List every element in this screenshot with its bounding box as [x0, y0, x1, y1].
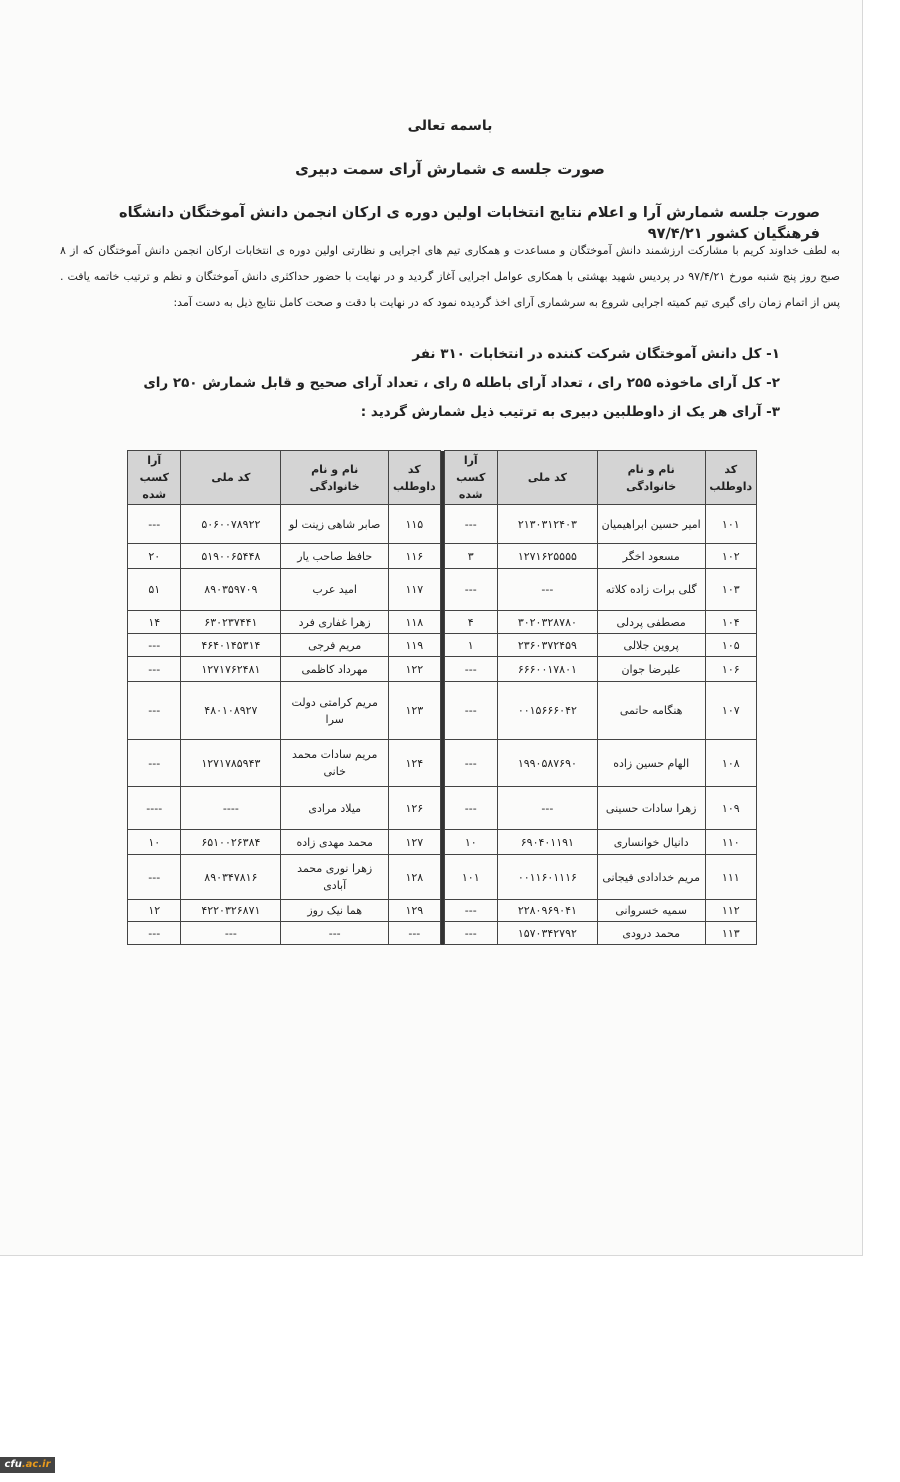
votes: ---	[128, 855, 181, 900]
national-code: ۰۰۱۵۶۶۶۰۴۲	[497, 682, 597, 740]
national-code: ۵۱۹۰۰۶۵۴۴۸	[181, 544, 281, 569]
candidate-code: ۱۱۵	[389, 505, 440, 544]
table-row	[128, 505, 757, 544]
candidate-code: ۱۱۸	[389, 611, 440, 634]
candidate-name: هنگامه حاتمی	[597, 682, 705, 740]
candidate-code: ۱۱۱	[705, 855, 756, 900]
candidate-name: هما نیک روز	[281, 900, 389, 922]
candidate-name: گلی برات زاده کلاته	[597, 569, 705, 611]
summary-item: ۳- آرای هر یک از داوطلبین دبیری به ترتیب ذیل شمارش گردید :	[360, 404, 780, 420]
candidate-name: علیرضا جوان	[597, 657, 705, 682]
votes: ---	[444, 900, 497, 922]
column-divider	[440, 544, 444, 569]
candidate-code: ۱۲۴	[389, 740, 440, 787]
candidate-name: زهرا نوری محمد آبادی	[281, 855, 389, 900]
candidate-name: امیر حسین ابراهیمیان	[597, 505, 705, 544]
votes: ---	[444, 922, 497, 945]
candidate-code: ---	[389, 922, 440, 945]
national-code: ۶۵۱۰۰۲۶۳۸۴	[181, 830, 281, 855]
table-row	[128, 855, 757, 900]
column-divider	[440, 682, 444, 740]
national-code: ۴۶۴۰۱۴۵۳۱۴	[181, 634, 281, 657]
votes-table	[127, 450, 757, 945]
column-divider	[440, 611, 444, 634]
table-row	[128, 922, 757, 945]
candidate-name: مریم فرجی	[281, 634, 389, 657]
votes: ---	[444, 505, 497, 544]
votes: ---	[444, 569, 497, 611]
column-divider	[440, 740, 444, 787]
national-code: ۴۸۰۱۰۸۹۲۷	[181, 682, 281, 740]
votes: ---	[128, 682, 181, 740]
column-divider	[440, 451, 444, 505]
site-logo: cfu.ac.ir	[0, 1457, 55, 1473]
votes: ۳	[444, 544, 497, 569]
candidate-code: ۱۰۹	[705, 787, 756, 830]
header-candidate-name: نام و نام خانوادگی	[281, 451, 389, 505]
candidate-code: ۱۱۹	[389, 634, 440, 657]
votes: ---	[444, 657, 497, 682]
national-code: ۱۹۹۰۵۸۷۶۹۰	[497, 740, 597, 787]
votes: ----	[128, 787, 181, 830]
header-candidate-name: نام و نام خانوادگی	[597, 451, 705, 505]
national-code: ۸۹۰۳۴۷۸۱۶	[181, 855, 281, 900]
candidate-name: مریم سادات محمد خانی	[281, 740, 389, 787]
candidate-name: سمیه خسروانی	[597, 900, 705, 922]
candidate-code: ۱۱۳	[705, 922, 756, 945]
candidate-code: ۱۲۲	[389, 657, 440, 682]
national-code: ۰۰۱۱۶۰۱۱۱۶	[497, 855, 597, 900]
candidate-code: ۱۲۷	[389, 830, 440, 855]
votes: ---	[444, 787, 497, 830]
candidate-name: مصطفی پردلی	[597, 611, 705, 634]
header-votes: آرا کسب شده	[444, 451, 497, 505]
candidate-code: ۱۱۷	[389, 569, 440, 611]
candidate-code: ۱۰۷	[705, 682, 756, 740]
header-national-code: کد ملی	[497, 451, 597, 505]
candidate-code: ۱۲۳	[389, 682, 440, 740]
column-divider	[440, 922, 444, 945]
column-divider	[440, 569, 444, 611]
candidate-code: ۱۰۳	[705, 569, 756, 611]
candidate-code: ۱۲۸	[389, 855, 440, 900]
document-subtitle: صورت جلسه شمارش آرا و اعلام نتایج انتخابات اولین دوره ی ارکان انجمن دانش آموختگان دانشگاه فرهنگیان کشور ۹۷/۴/۲۱	[119, 205, 820, 242]
national-code: ۴۲۲۰۳۲۶۸۷۱	[181, 900, 281, 922]
national-code: ۲۱۳۰۳۱۲۴۰۳	[497, 505, 597, 544]
candidate-name: مریم خدادادی فیجانی	[597, 855, 705, 900]
national-code: ۱۲۷۱۶۲۵۵۵۵	[497, 544, 597, 569]
national-code: ۱۲۷۱۷۸۵۹۴۳	[181, 740, 281, 787]
candidate-code: ۱۰۸	[705, 740, 756, 787]
table-row	[128, 900, 757, 922]
candidate-name: الهام حسین زاده	[597, 740, 705, 787]
column-divider	[440, 634, 444, 657]
candidate-name: امید عرب	[281, 569, 389, 611]
candidate-code: ۱۱۶	[389, 544, 440, 569]
national-code: ۱۲۷۱۷۶۲۴۸۱	[181, 657, 281, 682]
national-code: ۶۹۰۴۰۱۱۹۱	[497, 830, 597, 855]
candidate-name: محمد مهدی زاده	[281, 830, 389, 855]
candidate-name: مریم کرامتی دولت سرا	[281, 682, 389, 740]
summary-item: ۱- کل دانش آموختگان شرکت کننده در انتخابات ۳۱۰ نفر	[412, 346, 780, 362]
candidate-name: زهرا سادات حسینی	[597, 787, 705, 830]
candidate-name: ---	[281, 922, 389, 945]
votes: ۱۲	[128, 900, 181, 922]
national-code: ۶۶۶۰۰۱۷۸۰۱	[497, 657, 597, 682]
national-code: ۲۲۸۰۹۶۹۰۴۱	[497, 900, 597, 922]
summary-item: ۲- کل آرای ماخوذه ۲۵۵ رای ، تعداد آرای باطله ۵ رای ، تعداد آرای صحیح و قابل شمارش ۲۵۰ رای	[143, 375, 780, 391]
votes: ---	[444, 740, 497, 787]
header-votes: آرا کسب شده	[128, 451, 181, 505]
national-code: ۶۳۰۲۳۷۴۴۱	[181, 611, 281, 634]
national-code: ----	[181, 787, 281, 830]
table-row	[128, 611, 757, 634]
header-candidate-code: کد داوطلب	[705, 451, 756, 505]
votes: ۱۰۱	[444, 855, 497, 900]
national-code: ---	[181, 922, 281, 945]
column-divider	[440, 830, 444, 855]
candidate-code: ۱۲۹	[389, 900, 440, 922]
votes: ۵۱	[128, 569, 181, 611]
candidate-name: مسعود اخگر	[597, 544, 705, 569]
votes: ---	[128, 634, 181, 657]
votes: ۱۰	[128, 830, 181, 855]
column-divider	[440, 787, 444, 830]
column-divider	[440, 855, 444, 900]
table-row	[128, 569, 757, 611]
national-code: ۱۵۷۰۳۴۲۷۹۲	[497, 922, 597, 945]
candidate-code: ۱۰۶	[705, 657, 756, 682]
votes: ۱۰	[444, 830, 497, 855]
candidate-code: ۱۲۶	[389, 787, 440, 830]
candidate-code: ۱۰۲	[705, 544, 756, 569]
votes: ۱۴	[128, 611, 181, 634]
candidate-name: صابر شاهی زینت لو	[281, 505, 389, 544]
votes: ---	[444, 682, 497, 740]
candidate-name: دانیال خوانساری	[597, 830, 705, 855]
table-row	[128, 634, 757, 657]
header-candidate-code: کد داوطلب	[389, 451, 440, 505]
table-row	[128, 544, 757, 569]
results-summary	[120, 340, 780, 427]
document-title: صورت جلسه ی شمارش آرای سمت دبیری	[295, 160, 605, 178]
candidate-name: مهرداد کاظمی	[281, 657, 389, 682]
national-code: ۵۰۶۰۰۷۸۹۲۲	[181, 505, 281, 544]
bismillah: باسمه تعالی	[407, 118, 493, 134]
table-row	[128, 682, 757, 740]
votes: ۱	[444, 634, 497, 657]
national-code: ---	[497, 569, 597, 611]
intro-paragraph: به لطف خداوند کریم با مشارکت ارزشمند دانش آموختگان و مساعدت و همکاری تیم های اجرایی و نظارتی اولین دوره ی انتخابات ارکان انجمن دانش آموختگان که از ۸ صبح روز پنج شنبه مورخ ۹۷/۴/۲۱ در پردیس شهید بهشتی با همکاری عوامل اجرایی آغاز گردید و در نهایت با حضور حداکثری دانش آموختگان و نظم و ترتیب خاتمه یافت . پس از اتمام زمان رای گیری تیم کمیته اجرایی شروع به سرشماری آرای اخذ گردیده نمود که در نهایت با دقت و صحت کامل نتایج ذیل به دست آمد:	[60, 244, 840, 309]
table-row	[128, 657, 757, 682]
header-national-code: کد ملی	[181, 451, 281, 505]
national-code: ۳۰۲۰۳۲۸۷۸۰	[497, 611, 597, 634]
candidate-name: محمد درودی	[597, 922, 705, 945]
votes: ---	[128, 657, 181, 682]
table-row	[128, 740, 757, 787]
votes: ---	[128, 922, 181, 945]
candidate-code: ۱۰۴	[705, 611, 756, 634]
column-divider	[440, 505, 444, 544]
candidate-code: ۱۰۱	[705, 505, 756, 544]
table-row	[128, 787, 757, 830]
votes: ---	[128, 505, 181, 544]
votes: ۲۰	[128, 544, 181, 569]
candidate-name: حافظ صاحب یار	[281, 544, 389, 569]
votes: ۴	[444, 611, 497, 634]
candidate-code: ۱۰۵	[705, 634, 756, 657]
national-code: ---	[497, 787, 597, 830]
candidate-name: زهرا غفاری فرد	[281, 611, 389, 634]
national-code: ۸۹۰۳۵۹۷۰۹	[181, 569, 281, 611]
column-divider	[440, 900, 444, 922]
column-divider	[440, 657, 444, 682]
candidate-code: ۱۱۰	[705, 830, 756, 855]
table-row	[128, 830, 757, 855]
candidate-name: میلاد مرادی	[281, 787, 389, 830]
candidate-code: ۱۱۲	[705, 900, 756, 922]
candidate-name: پروین جلالی	[597, 634, 705, 657]
national-code: ۲۳۶۰۳۷۲۴۵۹	[497, 634, 597, 657]
votes: ---	[128, 740, 181, 787]
